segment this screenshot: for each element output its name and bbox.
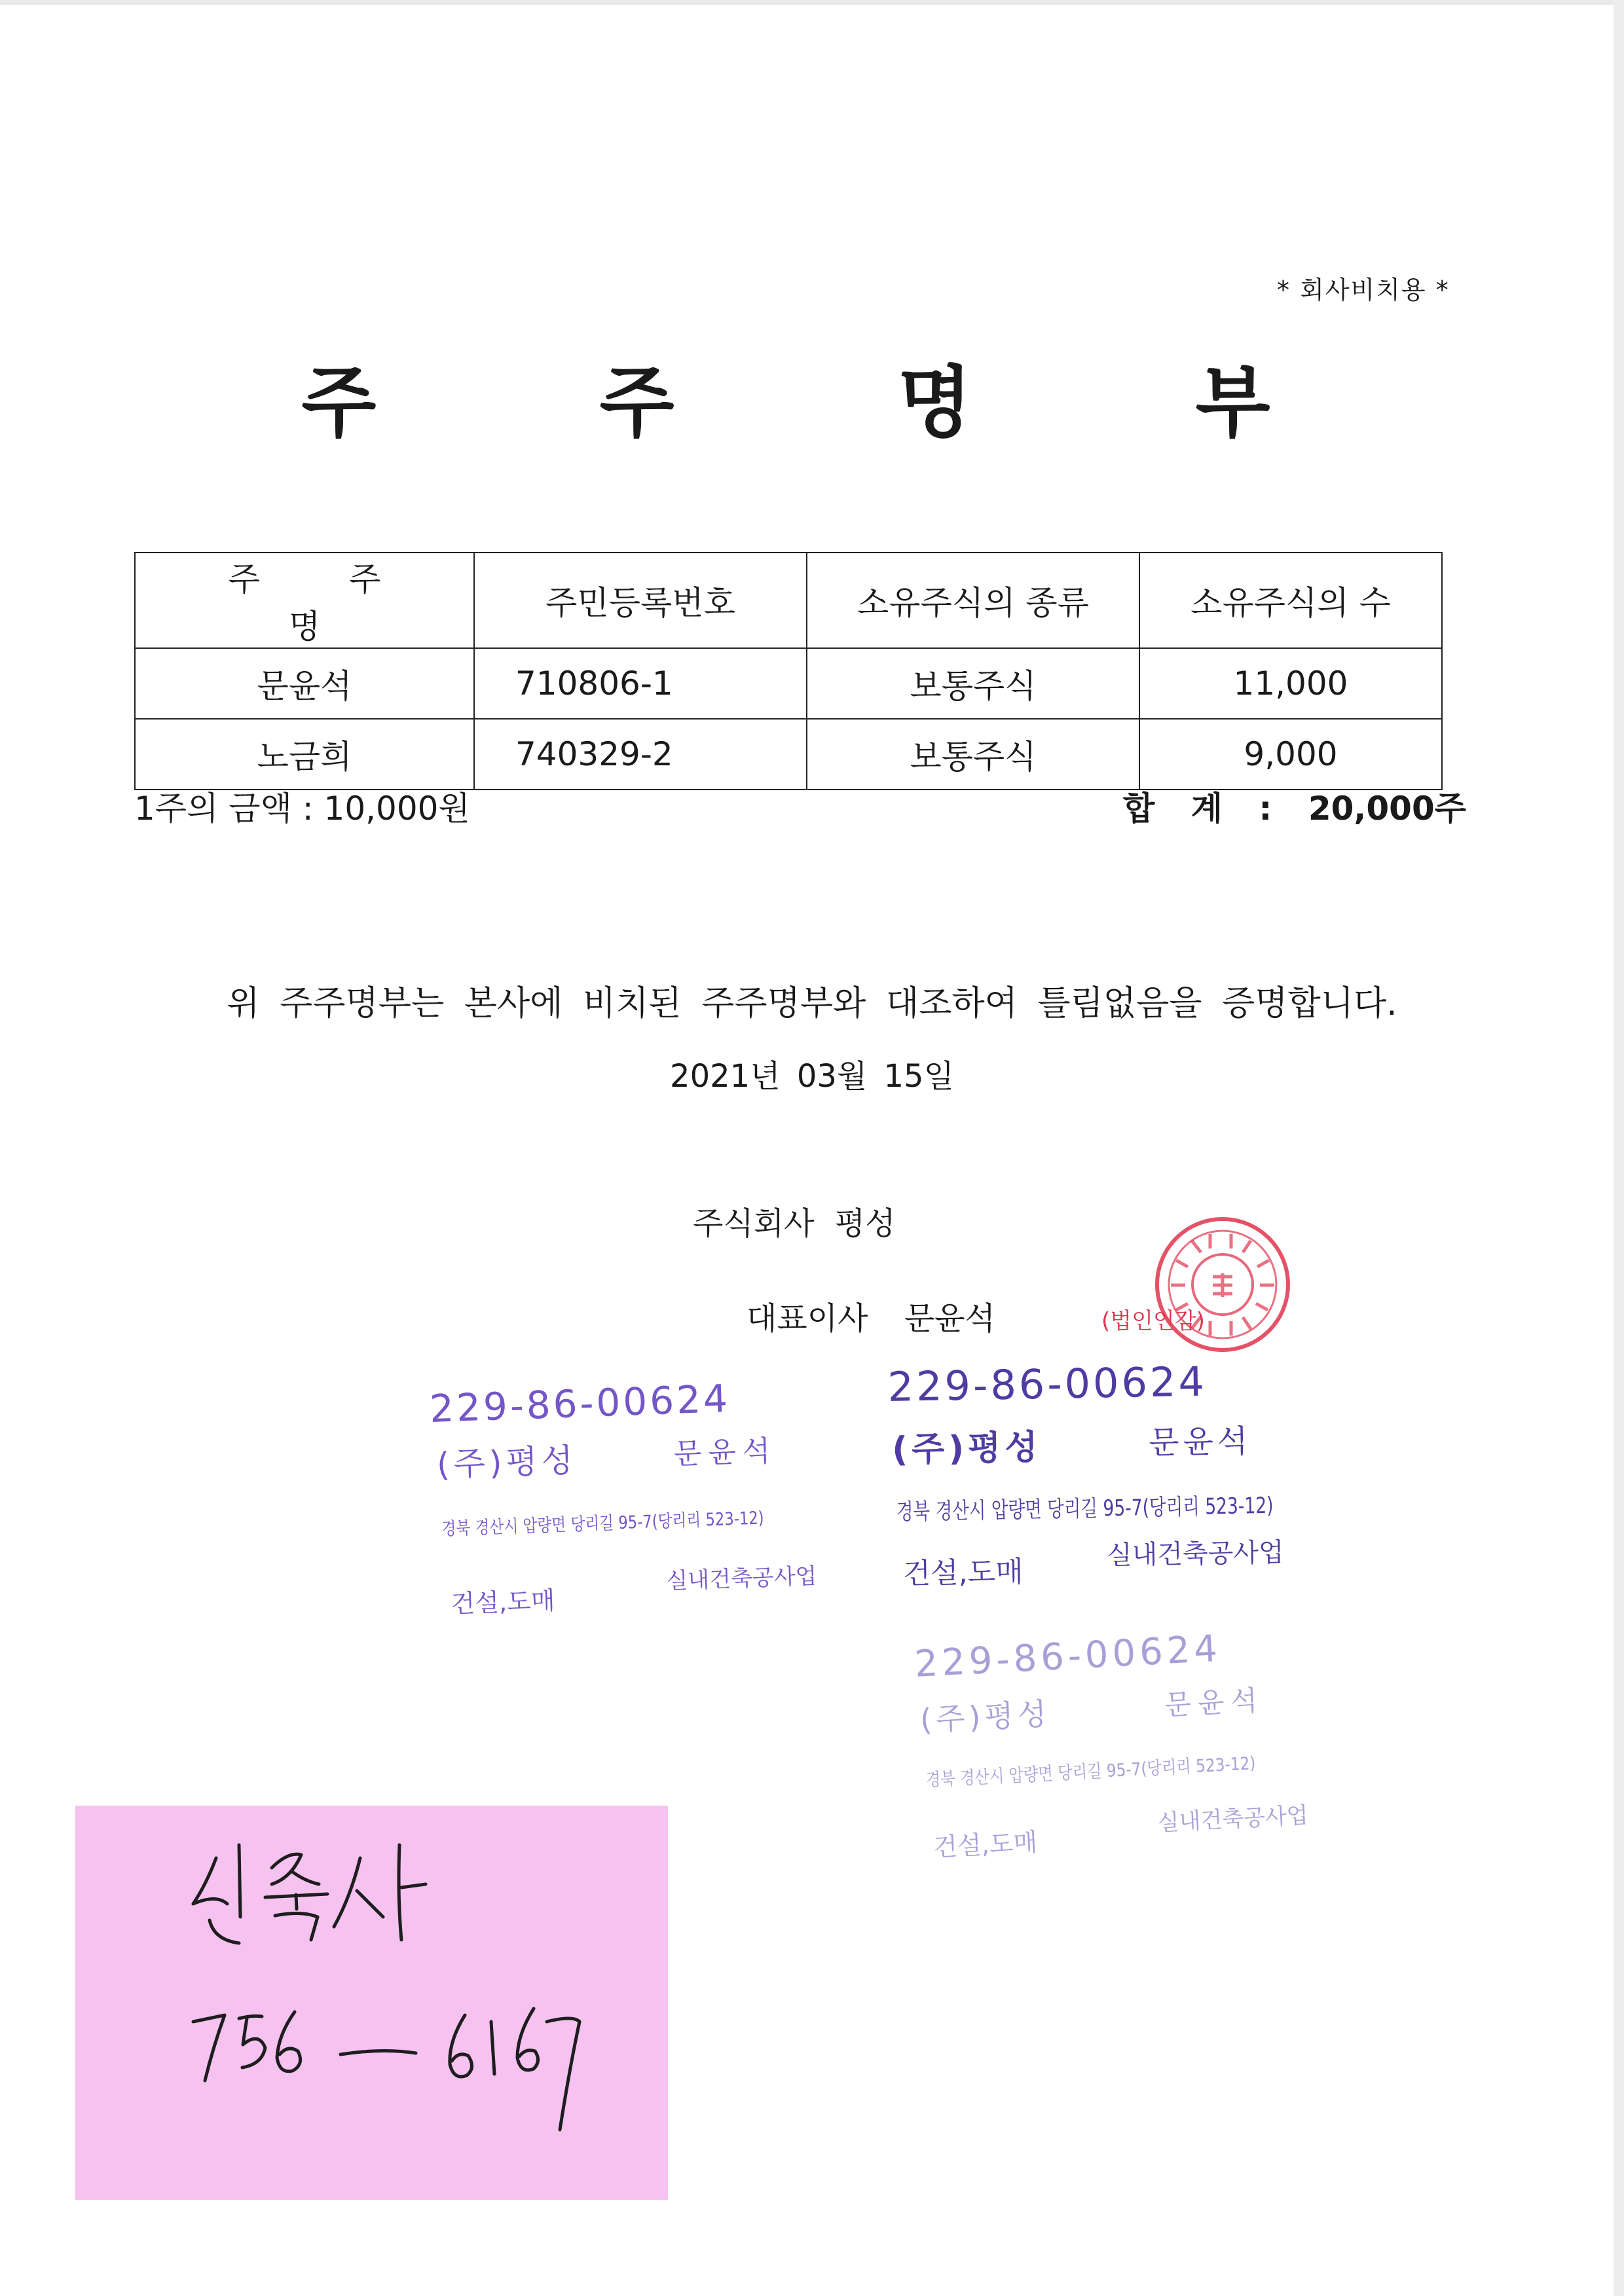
shareholder-name: 문윤석 bbox=[135, 648, 474, 719]
stamp-business-item: 실내건축공사업 bbox=[1106, 1537, 1285, 1571]
seal-label: (법인인감) bbox=[1101, 1308, 1205, 1334]
registration-number: 710806-1 bbox=[474, 648, 807, 719]
stamp-business-item: 실내건축공사업 bbox=[665, 1563, 818, 1595]
document-title: 주 주 명 부 bbox=[301, 357, 1369, 448]
total-shares: 합 계 : 20,000주 bbox=[1123, 790, 1467, 828]
usage-note: * 회사비치용 * bbox=[1277, 276, 1450, 304]
issue-date: 2021년 03월 15일 bbox=[670, 1058, 954, 1095]
stamp-address: 경북 경산시 압량면 당리길 95-7(당리리 523-12) bbox=[925, 1753, 1257, 1791]
share-count: 9,000 bbox=[1139, 719, 1442, 790]
stamp-owner: 문윤석 bbox=[673, 1434, 778, 1472]
stamp-company: (주)평성 bbox=[891, 1427, 1043, 1470]
company-name: 주식회사 평성 bbox=[693, 1205, 896, 1242]
shareholder-table bbox=[134, 552, 1443, 790]
par-value: 1주의 금액 : 10,000원 bbox=[134, 790, 470, 828]
column-header: 주 주 명 bbox=[135, 553, 474, 648]
page-edge bbox=[1614, 0, 1624, 2296]
stamp-business-type: 건설,도매 bbox=[902, 1555, 1024, 1591]
handwritten-note bbox=[75, 1806, 668, 2200]
stamp-business-type: 건설,도매 bbox=[932, 1827, 1039, 1862]
column-header: 소유주식의 수 bbox=[1139, 553, 1442, 648]
stamp-address: 경북 경산시 압량면 당리길 95-7(당리리 523-12) bbox=[896, 1492, 1274, 1525]
stamp-company: (주)평성 bbox=[919, 1696, 1052, 1738]
stamp-reg-no: 229-86-00624 bbox=[429, 1376, 731, 1431]
page-edge bbox=[0, 0, 1624, 5]
column-header: 주민등록번호 bbox=[474, 553, 807, 648]
stamp-address: 경북 경산시 압량면 당리길 95-7(당리리 523-12) bbox=[441, 1508, 765, 1540]
share-count: 11,000 bbox=[1139, 648, 1442, 719]
registration-number: 740329-2 bbox=[474, 719, 807, 790]
sticky-note bbox=[75, 1806, 668, 2200]
stamp-business-item: 실내건축공사업 bbox=[1156, 1802, 1309, 1836]
corporate-seal bbox=[1153, 1214, 1293, 1355]
stamp-reg-no: 229-86-00624 bbox=[887, 1357, 1208, 1411]
share-kind: 보통주식 bbox=[807, 648, 1139, 719]
table-row bbox=[135, 719, 1442, 790]
stamp-reg-no: 229-86-00624 bbox=[913, 1627, 1223, 1686]
share-kind: 보통주식 bbox=[807, 719, 1139, 790]
representative: 대표이사 문윤석 bbox=[747, 1300, 995, 1337]
table-row bbox=[135, 648, 1442, 719]
stamp-owner: 문윤석 bbox=[1148, 1423, 1252, 1462]
table-header-row bbox=[135, 553, 1442, 648]
column-header: 소유주식의 종류 bbox=[807, 553, 1139, 648]
stamp-business-type: 건설,도매 bbox=[450, 1586, 556, 1619]
shareholder-name: 노금희 bbox=[135, 719, 474, 790]
stamp-owner: 문윤석 bbox=[1164, 1684, 1265, 1722]
stamp-company: (주)평성 bbox=[436, 1441, 578, 1484]
certification-statement: 위 주주명부는 본사에 비치된 주주명부와 대조하여 틀림없음을 증명합니다. bbox=[227, 984, 1397, 1023]
